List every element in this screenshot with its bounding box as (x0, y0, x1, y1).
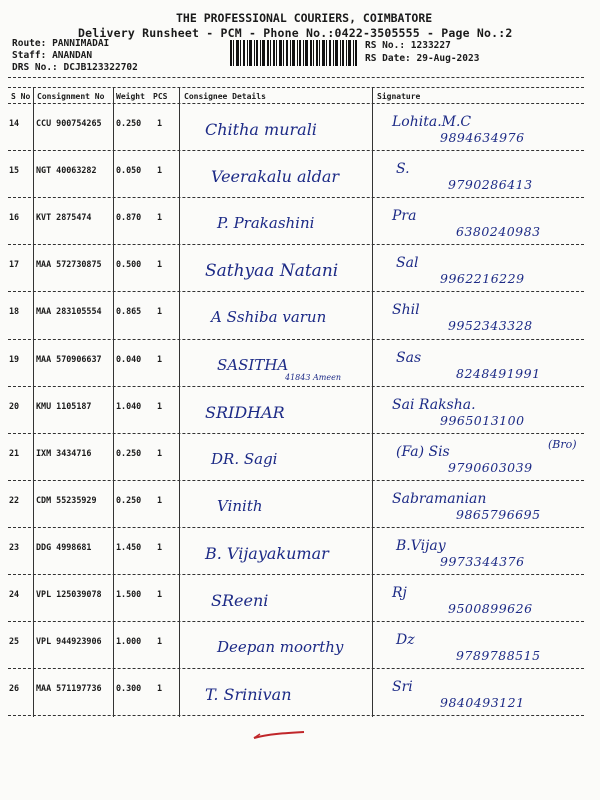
row-divider (8, 621, 584, 622)
row-pcs: 1 (157, 636, 163, 647)
row-pcs: 1 (157, 212, 163, 223)
row-consignee-handwritten: Vinith (217, 496, 263, 515)
drs-field (12, 62, 138, 73)
row-phone-handwritten: 9789788515 (456, 648, 541, 664)
row-pcs: 1 (157, 541, 163, 552)
row-consignment-no: KMU 1105187 (36, 400, 92, 411)
row-signature-handwritten: Dz (396, 632, 415, 649)
row-consignment-no: VPL 125039078 (36, 589, 102, 599)
row-pcs: 1 (157, 447, 163, 458)
row-consignee-handwritten: B. Vijayakumar (205, 543, 329, 563)
row-pcs: 1 (157, 494, 163, 505)
row-divider (8, 339, 584, 340)
row-weight: 1.450 (116, 541, 142, 552)
route-field (12, 38, 109, 49)
row-consignment-no: CDM 55235929 (36, 494, 97, 505)
row-consignment-no: MAA 283105554 (36, 306, 102, 317)
row-pcs: 1 (157, 259, 163, 270)
row-consignment-no: KVT 2875474 (36, 212, 92, 223)
row-consignee-note: 41843 Ameen (285, 372, 341, 382)
row-sno: 21 (9, 447, 20, 458)
row-phone-handwritten: 9790603039 (448, 459, 533, 475)
row-weight: 0.040 (116, 353, 142, 364)
barcode (230, 40, 358, 66)
row-signature-handwritten: Shil (392, 302, 420, 319)
row-consignee-handwritten: Deepan moorthy (217, 638, 344, 657)
rs-date-label: RS Date: (365, 53, 411, 64)
row-signature-handwritten: Sabramanian (392, 490, 487, 507)
route-label: Route: (12, 38, 47, 49)
staff-field (12, 50, 92, 61)
header-divider-2 (8, 87, 584, 88)
col-divider-1 (33, 87, 34, 717)
col-header-sno: S No (11, 92, 31, 101)
row-phone-handwritten: 9965013100 (440, 412, 525, 428)
row-consignment-no: MAA 571197736 (36, 683, 102, 694)
row-divider (8, 197, 584, 198)
row-weight: 0.870 (116, 212, 142, 223)
row-divider (8, 668, 584, 669)
col-divider-3 (179, 87, 180, 717)
row-consignee-handwritten: A Sshiba varun (211, 308, 327, 327)
row-consignee-handwritten: SASITHA (217, 355, 289, 374)
row-consignee-handwritten: Sathyaa Natani (205, 261, 339, 282)
row-weight: 0.250 (116, 494, 142, 505)
company-title: THE PROFESSIONAL COURIERS, COIMBATORE (176, 11, 433, 25)
row-phone-handwritten: 9865796695 (456, 506, 541, 522)
row-phone-handwritten: 6380240983 (456, 224, 541, 240)
row-signature-handwritten: Sri (392, 679, 413, 696)
row-divider (8, 715, 584, 716)
row-divider (8, 480, 584, 481)
rs-no-field (365, 40, 451, 51)
row-phone-handwritten: 9500899626 (448, 601, 533, 616)
row-consignee-handwritten: P. Prakashini (217, 214, 315, 233)
rs-date-field (365, 53, 479, 64)
drs-value: DCJB123322702 (63, 62, 138, 73)
row-divider (8, 386, 584, 387)
row-signature-handwritten: Sas (396, 349, 422, 366)
row-sno: 18 (9, 306, 20, 317)
row-sno: 19 (9, 353, 20, 364)
row-consignment-no: IXM 3434716 (36, 447, 92, 458)
staff-value: ANANDAN (52, 50, 93, 61)
row-consignment-no: NGT 40063282 (36, 165, 97, 176)
col-header-consignee: Consignee Details (184, 92, 266, 101)
row-pcs: 1 (157, 589, 163, 599)
row-consignee-handwritten: SRIDHAR (205, 402, 285, 422)
row-phone-handwritten: 9952343328 (448, 318, 533, 334)
row-divider (8, 150, 584, 151)
row-weight: 1.040 (116, 400, 142, 411)
row-signature-handwritten: Sai Raksha. (392, 396, 476, 413)
pen-mark (250, 728, 310, 744)
header-divider-top (8, 77, 584, 78)
row-weight: 0.500 (116, 259, 142, 270)
rs-no-label: RS No.: (365, 40, 406, 51)
row-sno: 26 (9, 683, 20, 694)
row-signature-note: (Bro) (548, 437, 577, 451)
row-pcs: 1 (157, 683, 163, 694)
row-sno: 14 (9, 118, 20, 128)
row-divider (8, 433, 584, 434)
row-phone-handwritten: 9973344376 (440, 553, 525, 569)
row-phone-handwritten: 9790286413 (448, 177, 533, 193)
col-divider-2 (113, 87, 114, 717)
row-signature-handwritten: (Fa) Sis (396, 443, 450, 460)
rs-no-value: 1233227 (410, 40, 451, 51)
row-weight: 1.000 (116, 636, 142, 647)
row-pcs: 1 (157, 118, 163, 128)
row-divider (8, 574, 584, 575)
row-signature-handwritten: B.Vijay (396, 537, 446, 554)
row-signature-handwritten: Sal (396, 255, 419, 272)
row-signature-handwritten: Pra (392, 208, 417, 225)
row-sno: 24 (9, 589, 20, 599)
row-weight: 0.250 (116, 118, 142, 128)
runsheet-subtitle: Delivery Runsheet - PCM - Phone No.:0422-3505555 - Page No.:2 (78, 26, 513, 40)
row-phone-handwritten: 8248491991 (456, 365, 541, 381)
col-header-weight: Weight (116, 92, 145, 101)
row-signature-handwritten: Lohita.M.C (392, 114, 472, 130)
row-pcs: 1 (157, 306, 163, 317)
row-sno: 15 (9, 165, 20, 176)
row-divider (8, 527, 584, 528)
row-consignment-no: VPL 944923906 (36, 636, 102, 647)
header-divider-bottom (8, 103, 584, 104)
row-weight: 0.050 (116, 165, 142, 176)
row-divider (8, 291, 584, 292)
row-consignment-no: MAA 570906637 (36, 353, 102, 364)
row-consignee-handwritten: Veerakalu aldar (211, 167, 340, 187)
row-sno: 22 (9, 494, 20, 505)
row-pcs: 1 (157, 165, 163, 176)
row-pcs: 1 (157, 400, 163, 411)
row-phone-handwritten: 9840493121 (440, 695, 525, 711)
row-sno: 16 (9, 212, 20, 223)
row-consignee-handwritten: T. Srinivan (205, 685, 292, 705)
row-consignment-no: DDG 4998681 (36, 541, 92, 552)
row-phone-handwritten: 9962216229 (440, 271, 525, 287)
row-sno: 20 (9, 400, 20, 411)
row-weight: 0.250 (116, 447, 142, 458)
col-header-signature: Signature (377, 92, 421, 101)
row-weight: 0.300 (116, 683, 142, 694)
row-sno: 25 (9, 636, 20, 647)
col-header-pcs: PCS (153, 92, 168, 101)
row-consignee-handwritten: SReeni (211, 591, 269, 610)
rs-date-value: 29-Aug-2023 (416, 53, 480, 64)
row-consignment-no: CCU 900754265 (36, 118, 102, 128)
row-pcs: 1 (157, 353, 163, 364)
drs-label: DRS No.: (12, 62, 58, 73)
row-phone-handwritten: 9894634976 (440, 130, 525, 145)
row-weight: 0.865 (116, 306, 142, 317)
staff-label: Staff: (12, 50, 47, 61)
row-signature-handwritten: S. (396, 161, 410, 178)
row-consignment-no: MAA 572730875 (36, 259, 102, 270)
row-consignee-handwritten: Chitha murali (205, 120, 317, 139)
row-sno: 17 (9, 259, 20, 270)
row-signature-handwritten: Rj (392, 585, 407, 601)
route-value: PANNIMADAI (52, 38, 110, 49)
col-header-consignment: Consignment No (37, 92, 105, 101)
row-weight: 1.500 (116, 589, 142, 599)
row-divider (8, 244, 584, 245)
col-divider-4 (372, 87, 373, 717)
row-consignee-handwritten: DR. Sagi (211, 449, 278, 468)
row-sno: 23 (9, 541, 20, 552)
